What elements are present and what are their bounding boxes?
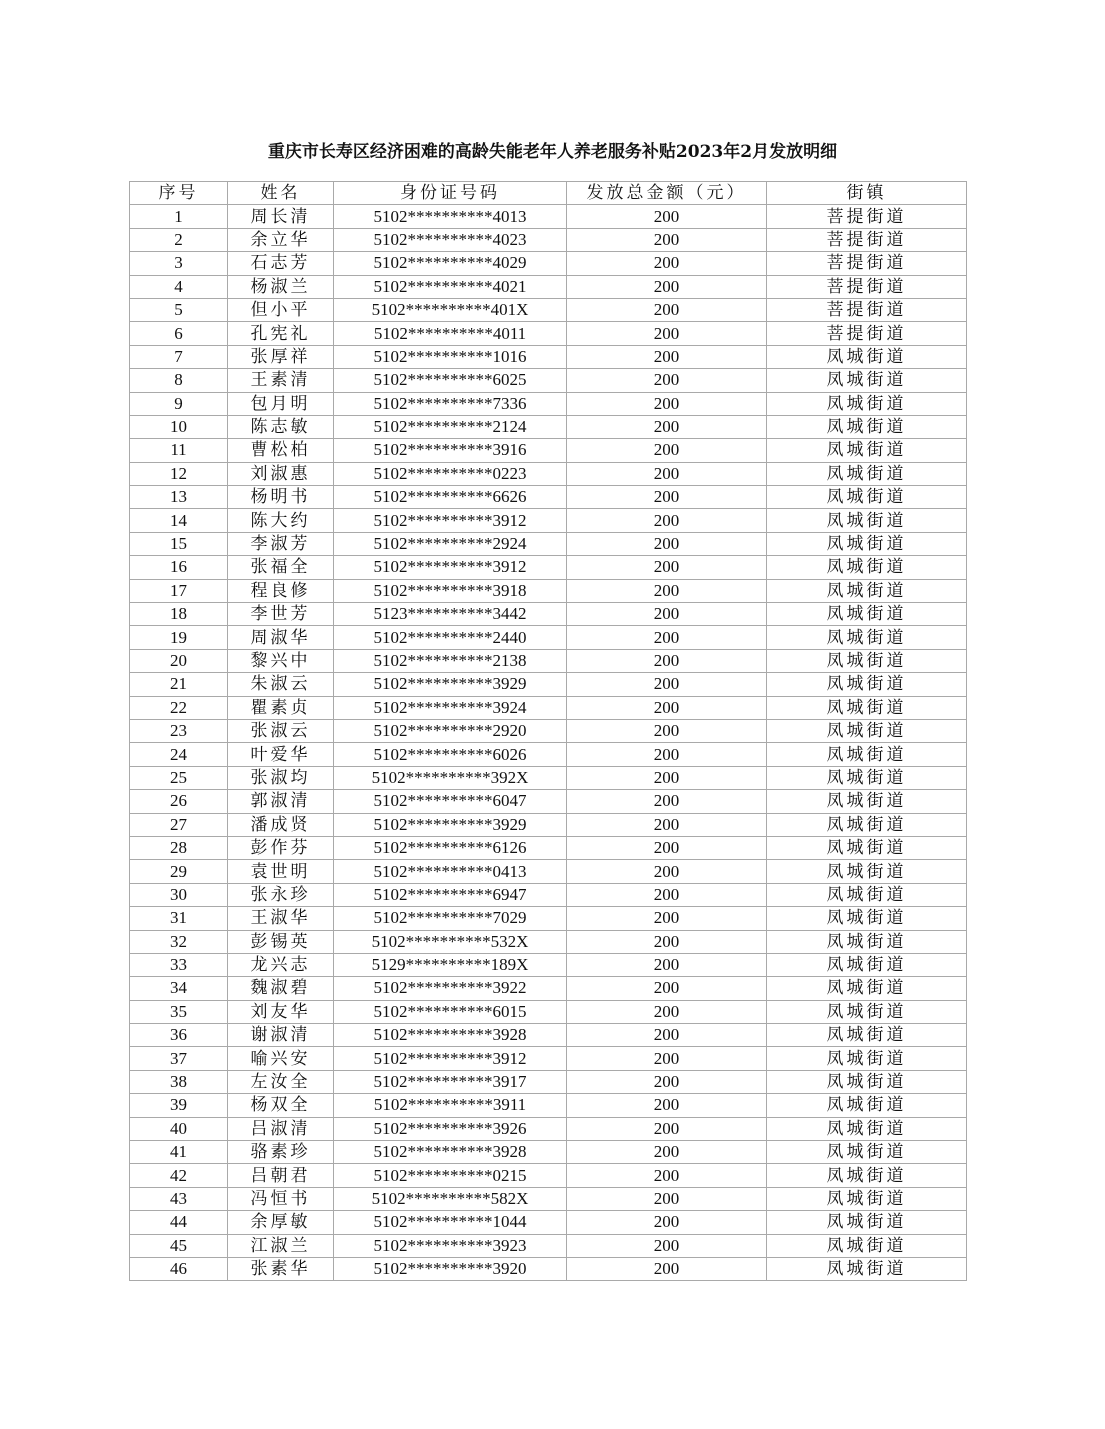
cell-amount: 200 xyxy=(567,228,767,251)
cell-serial-number: 43 xyxy=(130,1187,228,1210)
cell-street-town: 凤城街道 xyxy=(767,369,967,392)
cell-id-number: 5102**********2924 xyxy=(334,532,567,555)
table-row xyxy=(130,766,967,789)
cell-serial-number: 9 xyxy=(130,392,228,415)
cell-street-town: 菩提街道 xyxy=(767,205,967,228)
cell-name: 程良修 xyxy=(228,579,334,602)
cell-amount: 200 xyxy=(567,462,767,485)
cell-street-town: 凤城街道 xyxy=(767,1024,967,1047)
cell-name: 冯恒书 xyxy=(228,1187,334,1210)
cell-serial-number: 26 xyxy=(130,790,228,813)
table-row xyxy=(130,1187,967,1210)
cell-street-town: 凤城街道 xyxy=(767,696,967,719)
cell-id-number: 5102**********582X xyxy=(334,1187,567,1210)
cell-serial-number: 34 xyxy=(130,977,228,1000)
cell-name: 张永珍 xyxy=(228,883,334,906)
table-row xyxy=(130,1000,967,1023)
cell-id-number: 5129**********189X xyxy=(334,953,567,976)
cell-serial-number: 5 xyxy=(130,298,228,321)
cell-serial-number: 41 xyxy=(130,1141,228,1164)
table-row xyxy=(130,860,967,883)
cell-id-number: 5102**********401X xyxy=(334,298,567,321)
table-row xyxy=(130,1047,967,1070)
cell-street-town: 菩提街道 xyxy=(767,322,967,345)
cell-id-number: 5102**********7029 xyxy=(334,907,567,930)
table-row xyxy=(130,649,967,672)
cell-street-town: 凤城街道 xyxy=(767,1000,967,1023)
cell-street-town: 凤城街道 xyxy=(767,673,967,696)
cell-street-town: 凤城街道 xyxy=(767,415,967,438)
cell-name: 骆素珍 xyxy=(228,1141,334,1164)
cell-name: 叶爱华 xyxy=(228,743,334,766)
cell-street-town: 凤城街道 xyxy=(767,1070,967,1093)
cell-serial-number: 8 xyxy=(130,369,228,392)
cell-amount: 200 xyxy=(567,696,767,719)
cell-id-number: 5123**********3442 xyxy=(334,603,567,626)
cell-id-number: 5102**********3929 xyxy=(334,673,567,696)
cell-serial-number: 15 xyxy=(130,532,228,555)
cell-id-number: 5102**********2124 xyxy=(334,415,567,438)
cell-id-number: 5102**********0223 xyxy=(334,462,567,485)
cell-street-town: 菩提街道 xyxy=(767,275,967,298)
cell-id-number: 5102**********6025 xyxy=(334,369,567,392)
cell-name: 陈志敏 xyxy=(228,415,334,438)
table-row xyxy=(130,439,967,462)
cell-amount: 200 xyxy=(567,275,767,298)
cell-name: 包月明 xyxy=(228,392,334,415)
cell-serial-number: 25 xyxy=(130,766,228,789)
subsidy-table xyxy=(129,181,967,1281)
cell-amount: 200 xyxy=(567,1141,767,1164)
cell-name: 张淑均 xyxy=(228,766,334,789)
cell-id-number: 5102**********0413 xyxy=(334,860,567,883)
cell-name: 潘成贤 xyxy=(228,813,334,836)
cell-amount: 200 xyxy=(567,907,767,930)
cell-id-number: 5102**********1044 xyxy=(334,1211,567,1234)
cell-street-town: 凤城街道 xyxy=(767,392,967,415)
cell-name: 龙兴志 xyxy=(228,953,334,976)
cell-serial-number: 37 xyxy=(130,1047,228,1070)
cell-id-number: 5102**********3928 xyxy=(334,1141,567,1164)
cell-amount: 200 xyxy=(567,1000,767,1023)
cell-id-number: 5102**********3920 xyxy=(334,1257,567,1280)
cell-street-town: 凤城街道 xyxy=(767,743,967,766)
cell-name: 陈大约 xyxy=(228,509,334,532)
cell-serial-number: 44 xyxy=(130,1211,228,1234)
cell-id-number: 5102**********3912 xyxy=(334,509,567,532)
table-row xyxy=(130,392,967,415)
cell-amount: 200 xyxy=(567,766,767,789)
table-row xyxy=(130,790,967,813)
cell-serial-number: 42 xyxy=(130,1164,228,1187)
cell-street-town: 凤城街道 xyxy=(767,1257,967,1280)
cell-name: 魏淑碧 xyxy=(228,977,334,1000)
header-street-town: 街镇 xyxy=(767,182,967,205)
cell-id-number: 5102**********2138 xyxy=(334,649,567,672)
cell-id-number: 5102**********3923 xyxy=(334,1234,567,1257)
cell-amount: 200 xyxy=(567,298,767,321)
table-row xyxy=(130,836,967,859)
cell-id-number: 5102**********4011 xyxy=(334,322,567,345)
cell-amount: 200 xyxy=(567,1187,767,1210)
cell-amount: 200 xyxy=(567,603,767,626)
cell-id-number: 5102**********4023 xyxy=(334,228,567,251)
header-row xyxy=(130,182,967,205)
cell-serial-number: 16 xyxy=(130,556,228,579)
header-name: 姓名 xyxy=(228,182,334,205)
table-row xyxy=(130,930,967,953)
cell-name: 吕淑清 xyxy=(228,1117,334,1140)
cell-id-number: 5102**********2440 xyxy=(334,626,567,649)
cell-serial-number: 32 xyxy=(130,930,228,953)
cell-serial-number: 33 xyxy=(130,953,228,976)
table-row xyxy=(130,696,967,719)
table-body xyxy=(130,205,967,1281)
table-row xyxy=(130,462,967,485)
cell-serial-number: 29 xyxy=(130,860,228,883)
cell-name: 刘友华 xyxy=(228,1000,334,1023)
cell-serial-number: 1 xyxy=(130,205,228,228)
cell-id-number: 5102**********6015 xyxy=(334,1000,567,1023)
cell-serial-number: 40 xyxy=(130,1117,228,1140)
cell-amount: 200 xyxy=(567,1164,767,1187)
cell-serial-number: 14 xyxy=(130,509,228,532)
table-row xyxy=(130,1024,967,1047)
cell-id-number: 5102**********3928 xyxy=(334,1024,567,1047)
cell-name: 王淑华 xyxy=(228,907,334,930)
cell-street-town: 菩提街道 xyxy=(767,228,967,251)
cell-street-town: 凤城街道 xyxy=(767,462,967,485)
cell-serial-number: 7 xyxy=(130,345,228,368)
cell-street-town: 凤城街道 xyxy=(767,439,967,462)
table-row xyxy=(130,883,967,906)
cell-serial-number: 18 xyxy=(130,603,228,626)
cell-serial-number: 19 xyxy=(130,626,228,649)
cell-serial-number: 11 xyxy=(130,439,228,462)
cell-name: 余厚敏 xyxy=(228,1211,334,1234)
cell-name: 张素华 xyxy=(228,1257,334,1280)
cell-amount: 200 xyxy=(567,322,767,345)
cell-street-town: 凤城街道 xyxy=(767,907,967,930)
cell-amount: 200 xyxy=(567,392,767,415)
table-row xyxy=(130,1141,967,1164)
cell-street-town: 凤城街道 xyxy=(767,1187,967,1210)
table-row xyxy=(130,1234,967,1257)
cell-id-number: 5102**********6047 xyxy=(334,790,567,813)
cell-street-town: 凤城街道 xyxy=(767,719,967,742)
cell-street-town: 凤城街道 xyxy=(767,790,967,813)
cell-amount: 200 xyxy=(567,883,767,906)
cell-id-number: 5102**********7336 xyxy=(334,392,567,415)
cell-amount: 200 xyxy=(567,790,767,813)
cell-name: 张厚祥 xyxy=(228,345,334,368)
cell-serial-number: 22 xyxy=(130,696,228,719)
cell-name: 黎兴中 xyxy=(228,649,334,672)
cell-name: 张淑云 xyxy=(228,719,334,742)
cell-street-town: 凤城街道 xyxy=(767,603,967,626)
cell-serial-number: 46 xyxy=(130,1257,228,1280)
cell-serial-number: 17 xyxy=(130,579,228,602)
cell-amount: 200 xyxy=(567,532,767,555)
cell-amount: 200 xyxy=(567,1234,767,1257)
cell-street-town: 凤城街道 xyxy=(767,930,967,953)
cell-serial-number: 3 xyxy=(130,252,228,275)
table-row xyxy=(130,556,967,579)
cell-street-town: 凤城街道 xyxy=(767,579,967,602)
cell-amount: 200 xyxy=(567,953,767,976)
table-header xyxy=(130,182,967,205)
cell-name: 杨明书 xyxy=(228,486,334,509)
cell-street-town: 凤城街道 xyxy=(767,1211,967,1234)
cell-serial-number: 28 xyxy=(130,836,228,859)
table-row xyxy=(130,1117,967,1140)
cell-name: 彭锡英 xyxy=(228,930,334,953)
table-row xyxy=(130,907,967,930)
cell-amount: 200 xyxy=(567,649,767,672)
table-row xyxy=(130,415,967,438)
cell-id-number: 5102**********6026 xyxy=(334,743,567,766)
cell-name: 郭淑清 xyxy=(228,790,334,813)
cell-amount: 200 xyxy=(567,205,767,228)
cell-id-number: 5102**********3929 xyxy=(334,813,567,836)
cell-id-number: 5102**********2920 xyxy=(334,719,567,742)
header-serial-number: 序号 xyxy=(130,182,228,205)
cell-id-number: 5102**********0215 xyxy=(334,1164,567,1187)
cell-street-town: 凤城街道 xyxy=(767,649,967,672)
cell-name: 杨淑兰 xyxy=(228,275,334,298)
cell-amount: 200 xyxy=(567,1211,767,1234)
cell-name: 张福全 xyxy=(228,556,334,579)
cell-id-number: 5102**********3912 xyxy=(334,1047,567,1070)
cell-amount: 200 xyxy=(567,719,767,742)
cell-name: 江淑兰 xyxy=(228,1234,334,1257)
page-title: 重庆市长寿区经济困难的高龄失能老年人养老服务补贴2023年2月发放明细 xyxy=(267,142,838,162)
cell-amount: 200 xyxy=(567,1117,767,1140)
table-row xyxy=(130,1257,967,1280)
cell-id-number: 5102**********6126 xyxy=(334,836,567,859)
cell-amount: 200 xyxy=(567,439,767,462)
cell-name: 瞿素贞 xyxy=(228,696,334,719)
table-row xyxy=(130,509,967,532)
table-row xyxy=(130,953,967,976)
cell-amount: 200 xyxy=(567,930,767,953)
cell-name: 吕朝君 xyxy=(228,1164,334,1187)
cell-amount: 200 xyxy=(567,813,767,836)
cell-street-town: 凤城街道 xyxy=(767,532,967,555)
cell-id-number: 5102**********4013 xyxy=(334,205,567,228)
cell-name: 曹松柏 xyxy=(228,439,334,462)
cell-id-number: 5102**********3917 xyxy=(334,1070,567,1093)
cell-street-town: 凤城街道 xyxy=(767,1234,967,1257)
table-row xyxy=(130,1094,967,1117)
cell-name: 杨双全 xyxy=(228,1094,334,1117)
cell-amount: 200 xyxy=(567,369,767,392)
cell-name: 朱淑云 xyxy=(228,673,334,696)
cell-street-town: 凤城街道 xyxy=(767,813,967,836)
table-row xyxy=(130,298,967,321)
cell-street-town: 凤城街道 xyxy=(767,1047,967,1070)
cell-name: 李世芳 xyxy=(228,603,334,626)
cell-street-town: 凤城街道 xyxy=(767,1164,967,1187)
cell-name: 但小平 xyxy=(228,298,334,321)
cell-amount: 200 xyxy=(567,509,767,532)
cell-amount: 200 xyxy=(567,1024,767,1047)
cell-name: 余立华 xyxy=(228,228,334,251)
cell-amount: 200 xyxy=(567,252,767,275)
cell-name: 刘淑惠 xyxy=(228,462,334,485)
table-row xyxy=(130,743,967,766)
table-row xyxy=(130,252,967,275)
cell-name: 谢淑清 xyxy=(228,1024,334,1047)
cell-id-number: 5102**********4029 xyxy=(334,252,567,275)
table-row xyxy=(130,626,967,649)
cell-serial-number: 24 xyxy=(130,743,228,766)
table-row xyxy=(130,345,967,368)
cell-amount: 200 xyxy=(567,743,767,766)
cell-name: 周淑华 xyxy=(228,626,334,649)
cell-serial-number: 10 xyxy=(130,415,228,438)
cell-serial-number: 35 xyxy=(130,1000,228,1023)
cell-street-town: 凤城街道 xyxy=(767,766,967,789)
cell-amount: 200 xyxy=(567,977,767,1000)
cell-name: 李淑芳 xyxy=(228,532,334,555)
cell-street-town: 凤城街道 xyxy=(767,953,967,976)
cell-serial-number: 6 xyxy=(130,322,228,345)
table-row xyxy=(130,322,967,345)
cell-serial-number: 20 xyxy=(130,649,228,672)
table-row xyxy=(130,1164,967,1187)
table-row xyxy=(130,603,967,626)
cell-serial-number: 2 xyxy=(130,228,228,251)
cell-amount: 200 xyxy=(567,345,767,368)
table-row xyxy=(130,228,967,251)
cell-serial-number: 38 xyxy=(130,1070,228,1093)
cell-amount: 200 xyxy=(567,486,767,509)
cell-street-town: 凤城街道 xyxy=(767,626,967,649)
cell-street-town: 凤城街道 xyxy=(767,860,967,883)
cell-street-town: 凤城街道 xyxy=(767,556,967,579)
cell-amount: 200 xyxy=(567,1070,767,1093)
table-row xyxy=(130,1211,967,1234)
cell-id-number: 5102**********3912 xyxy=(334,556,567,579)
table-row xyxy=(130,579,967,602)
table-row xyxy=(130,673,967,696)
cell-serial-number: 12 xyxy=(130,462,228,485)
cell-street-town: 菩提街道 xyxy=(767,298,967,321)
cell-serial-number: 31 xyxy=(130,907,228,930)
cell-id-number: 5102**********4021 xyxy=(334,275,567,298)
cell-amount: 200 xyxy=(567,415,767,438)
table-row xyxy=(130,532,967,555)
cell-name: 孔宪礼 xyxy=(228,322,334,345)
cell-street-town: 凤城街道 xyxy=(767,883,967,906)
cell-id-number: 5102**********3918 xyxy=(334,579,567,602)
cell-serial-number: 23 xyxy=(130,719,228,742)
cell-id-number: 5102**********6947 xyxy=(334,883,567,906)
cell-amount: 200 xyxy=(567,860,767,883)
cell-serial-number: 36 xyxy=(130,1024,228,1047)
cell-name: 周长清 xyxy=(228,205,334,228)
cell-id-number: 5102**********3922 xyxy=(334,977,567,1000)
cell-street-town: 凤城街道 xyxy=(767,345,967,368)
cell-serial-number: 30 xyxy=(130,883,228,906)
cell-street-town: 凤城街道 xyxy=(767,486,967,509)
table-row xyxy=(130,486,967,509)
cell-name: 王素清 xyxy=(228,369,334,392)
cell-name: 左汝全 xyxy=(228,1070,334,1093)
table-row xyxy=(130,813,967,836)
table-row xyxy=(130,275,967,298)
cell-amount: 200 xyxy=(567,836,767,859)
cell-street-town: 凤城街道 xyxy=(767,1141,967,1164)
cell-street-town: 菩提街道 xyxy=(767,252,967,275)
table-row xyxy=(130,1070,967,1093)
cell-id-number: 5102**********392X xyxy=(334,766,567,789)
cell-name: 喻兴安 xyxy=(228,1047,334,1070)
cell-street-town: 凤城街道 xyxy=(767,977,967,1000)
cell-amount: 200 xyxy=(567,1047,767,1070)
cell-name: 石志芳 xyxy=(228,252,334,275)
cell-serial-number: 13 xyxy=(130,486,228,509)
cell-id-number: 5102**********3926 xyxy=(334,1117,567,1140)
cell-id-number: 5102**********532X xyxy=(334,930,567,953)
cell-street-town: 凤城街道 xyxy=(767,1117,967,1140)
cell-serial-number: 21 xyxy=(130,673,228,696)
cell-id-number: 5102**********3911 xyxy=(334,1094,567,1117)
cell-amount: 200 xyxy=(567,579,767,602)
header-id-number: 身份证号码 xyxy=(334,182,567,205)
cell-amount: 200 xyxy=(567,1257,767,1280)
cell-name: 袁世明 xyxy=(228,860,334,883)
cell-street-town: 凤城街道 xyxy=(767,1094,967,1117)
cell-amount: 200 xyxy=(567,556,767,579)
cell-serial-number: 39 xyxy=(130,1094,228,1117)
table-row xyxy=(130,977,967,1000)
cell-amount: 200 xyxy=(567,626,767,649)
cell-id-number: 5102**********1016 xyxy=(334,345,567,368)
cell-street-town: 凤城街道 xyxy=(767,836,967,859)
cell-name: 彭作芬 xyxy=(228,836,334,859)
cell-id-number: 5102**********6626 xyxy=(334,486,567,509)
cell-amount: 200 xyxy=(567,673,767,696)
cell-serial-number: 27 xyxy=(130,813,228,836)
cell-street-town: 凤城街道 xyxy=(767,509,967,532)
cell-id-number: 5102**********3916 xyxy=(334,439,567,462)
cell-serial-number: 4 xyxy=(130,275,228,298)
table-row xyxy=(130,719,967,742)
header-total-amount: 发放总金额（元） xyxy=(567,182,767,205)
table-row xyxy=(130,205,967,228)
table-row xyxy=(130,369,967,392)
cell-serial-number: 45 xyxy=(130,1234,228,1257)
cell-amount: 200 xyxy=(567,1094,767,1117)
cell-id-number: 5102**********3924 xyxy=(334,696,567,719)
